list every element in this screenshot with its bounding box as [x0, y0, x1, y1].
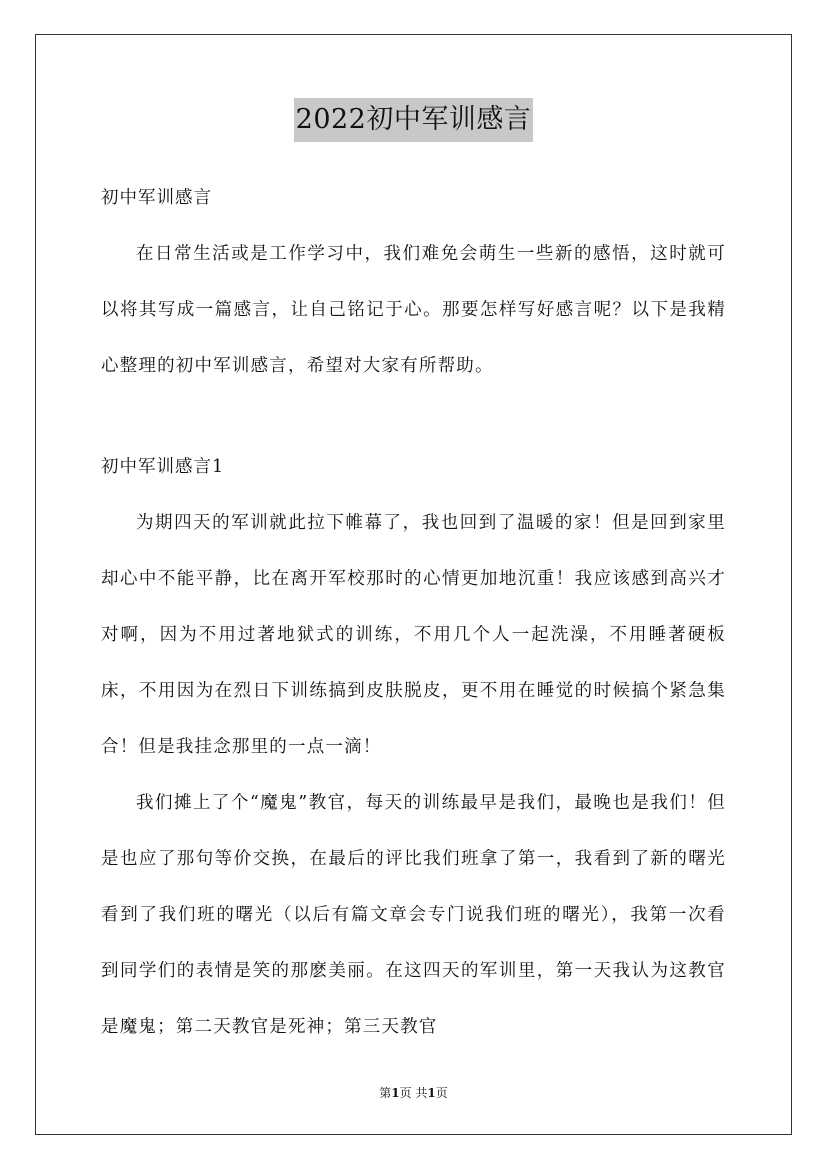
- footer-page-current: 1: [391, 1086, 400, 1100]
- document-title: [0, 98, 827, 142]
- body-paragraph: 我们摊上了个“魔鬼”教官，每天的训练最早是我们，最晚也是我们！但是也应了那句等价交换，在最后的评比我们班拿了第一，我看到了新的曙光看到了我们班的曙光（以后有篇文章会专门说我们班的曙光），我第一次看到同学们的表情是笑的那麽美丽。在这四天的军训里，第一天我认为这教官是魔鬼；第二天教官是死神；第三天教官: [101, 793, 726, 1037]
- intro-subheading: 初中军训感言: [101, 188, 212, 208]
- footer-mid: 页 共: [399, 1086, 428, 1100]
- document-body: [101, 170, 726, 1055]
- document-title-text: 2022初中军训感言: [294, 98, 534, 142]
- section-heading: 初中军训感言1: [101, 457, 225, 477]
- section-spacer: [101, 394, 726, 439]
- intro-paragraph: 在日常生活或是工作学习中，我们难免会萌生一些新的感悟，这时就可以将其写成一篇感言，让自己铭记于心。那要怎样写好感言呢？以下是我精心整理的初中军训感言，希望对大家有所帮助。: [101, 244, 726, 376]
- body-paragraph: 为期四天的军训就此拉下帷幕了，我也回到了温暖的家！但是回到家里却心中不能平静，比在离开军校那时的心情更加地沉重！我应该感到高兴才对啊，因为不用过著地狱式的训练，不用几个人一起洗澡，不用睡著硬板床，不用因为在烈日下训练搞到皮肤脱皮，更不用在睡觉的时候搞个紧急集合！但是我挂念那里的一点一滴！: [101, 513, 726, 757]
- footer-suffix: 页: [435, 1086, 448, 1100]
- page-footer: [0, 1084, 827, 1102]
- footer-prefix: 第: [379, 1086, 392, 1100]
- footer-page-total: 1: [427, 1086, 436, 1100]
